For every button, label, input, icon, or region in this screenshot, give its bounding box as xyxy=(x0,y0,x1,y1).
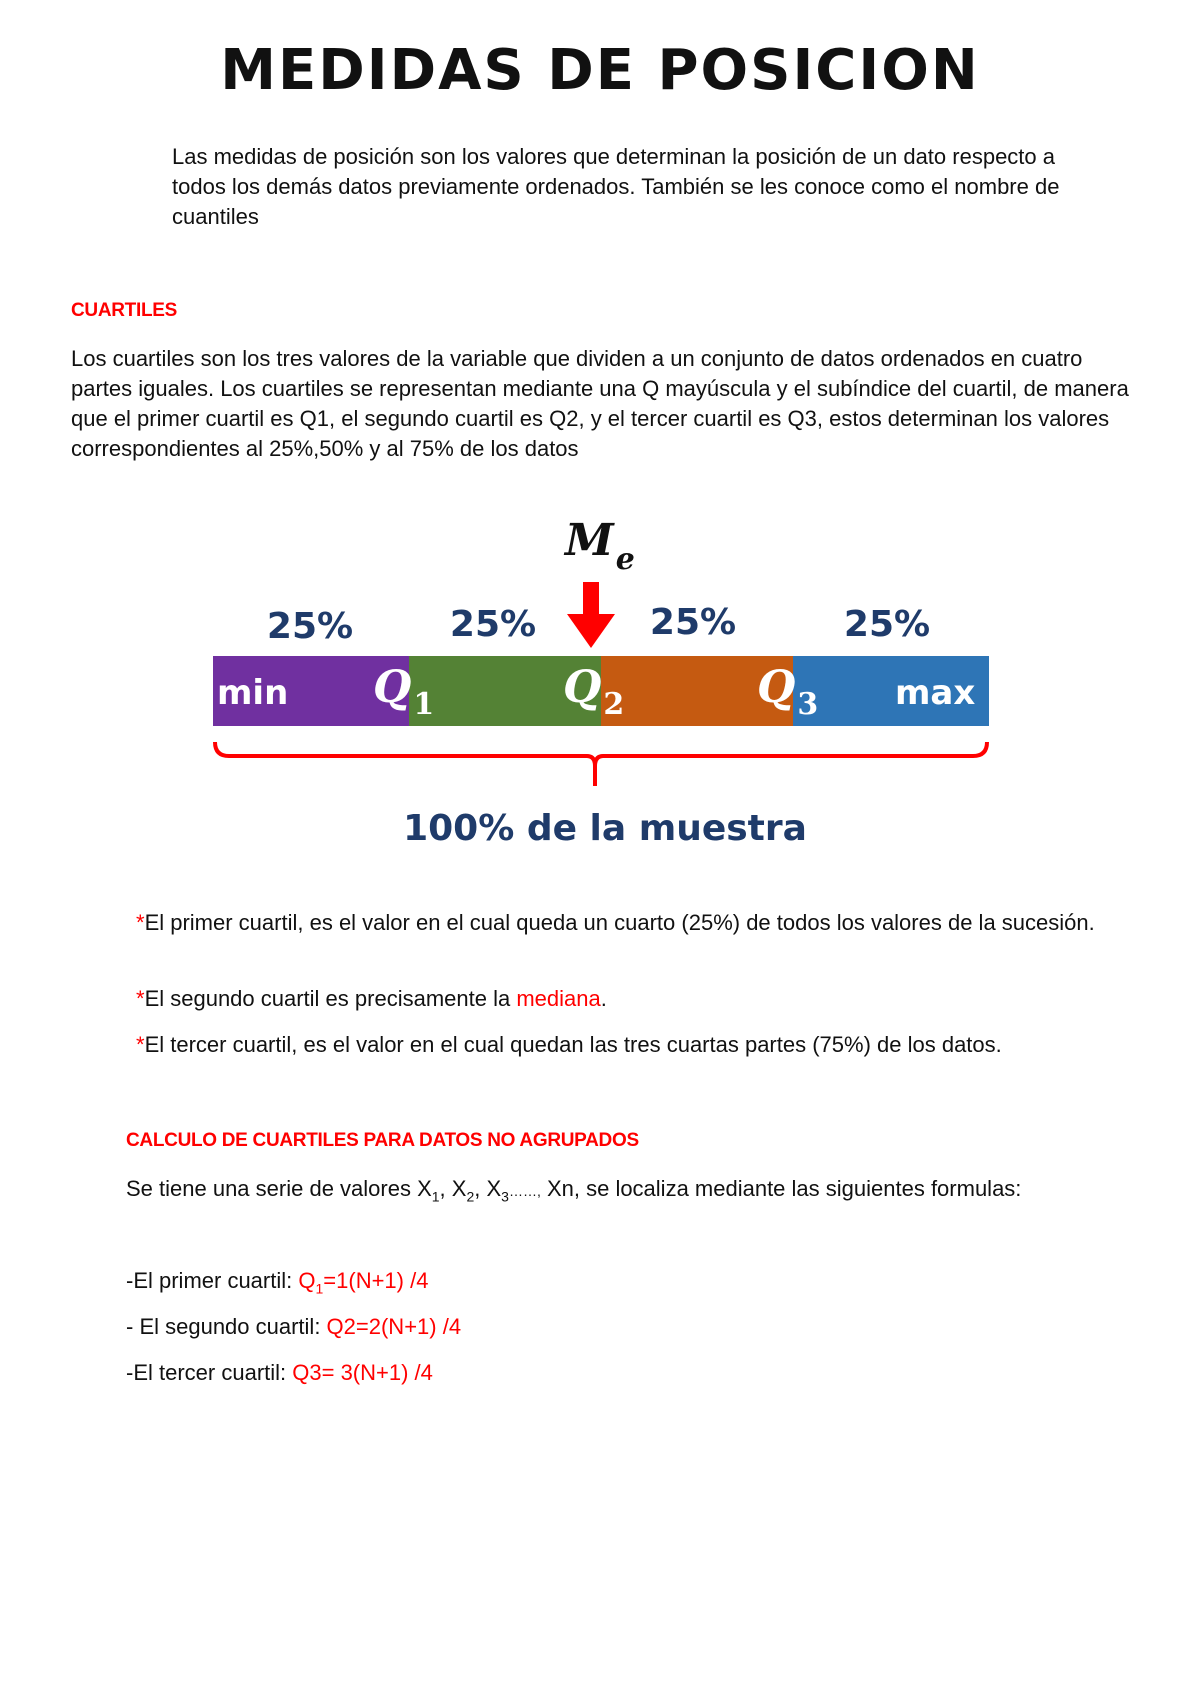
bullet-3-text: El tercer cuartil, es el valor en el cual quedan las tres cuartas partes (75%) de los datos. xyxy=(144,1032,1002,1057)
page-title: MEDIDAS DE POSICION xyxy=(220,38,980,103)
calculo-heading: CALCULO DE CUARTILES PARA DATOS NO AGRUPADOS xyxy=(126,1130,639,1151)
percent-label-1: 25% xyxy=(266,606,354,647)
median-label: $M_e$ xyxy=(565,515,635,577)
bullet-1-star: * xyxy=(136,910,145,935)
cuartiles-paragraph: Los cuartiles son los tres valores de la variable que dividen a un conjunto de datos ordenados en cuatro partes iguales. Los cuartiles se representan mediante una Q mayúscula y el subíndice del cuartil, de manera que el primer cuartil es Q1, el segundo cuartil es Q2, y el tercer cuartil es Q3, estos determinan los valores correspondientes al 25%,50% y al 75% de los datos xyxy=(71,346,1129,461)
mediana-highlight: mediana xyxy=(516,986,601,1011)
percent-label-3: 25% xyxy=(649,602,737,643)
bullet-1 xyxy=(136,908,1106,938)
percent-label-4: 25% xyxy=(843,604,931,645)
cuartiles-heading: CUARTILES xyxy=(71,300,178,321)
q3-label: $Q_3$ xyxy=(757,662,819,722)
calculo-paragraph: Se tiene una serie de valores $X_1$, $X_2$, $X_3\dots\dots$, Xn, se localiza mediante las siguientes formulas: xyxy=(126,1176,1022,1205)
sample-brace xyxy=(215,742,987,786)
formula-q1: -El primer cuartil: $Q_1=1(N+1)$ /4 xyxy=(126,1268,429,1297)
max-label: max xyxy=(895,673,976,713)
percent-label-2: 25% xyxy=(449,604,537,645)
quartile-diagram xyxy=(205,510,1005,860)
q1-label: $Q_1$ xyxy=(373,662,435,722)
bullet-2 xyxy=(136,984,1106,1014)
bullet-1-text: El primer cuartil, es el valor en el cual queda un cuarto (25%) de todos los valores de la sucesión. xyxy=(144,910,1095,935)
bullet-3-star: * xyxy=(136,1032,145,1057)
median-arrow-icon xyxy=(567,582,615,648)
bullet-2-end: . xyxy=(600,986,607,1011)
bullet-2-star: * xyxy=(136,986,145,1011)
min-label: min xyxy=(217,673,289,713)
bullet-2-text: El segundo cuartil es precisamente la xyxy=(144,986,517,1011)
formula-q2: - El segundo cuartil: Q2=2(N+1) /4 xyxy=(126,1314,462,1339)
intro-paragraph: Las medidas de posición son los valores que determinan la posición de un dato respecto a todos los demás datos previamente ordenados. También se les conoce como el nombre de cuantiles xyxy=(172,144,1060,229)
q2-label: $Q_2$ xyxy=(563,662,625,722)
formula-q3: -El tercer cuartil: Q3= 3(N+1) /4 xyxy=(126,1360,433,1385)
sample-label: 100% de la muestra xyxy=(403,808,807,849)
bullet-3 xyxy=(136,1030,1126,1060)
